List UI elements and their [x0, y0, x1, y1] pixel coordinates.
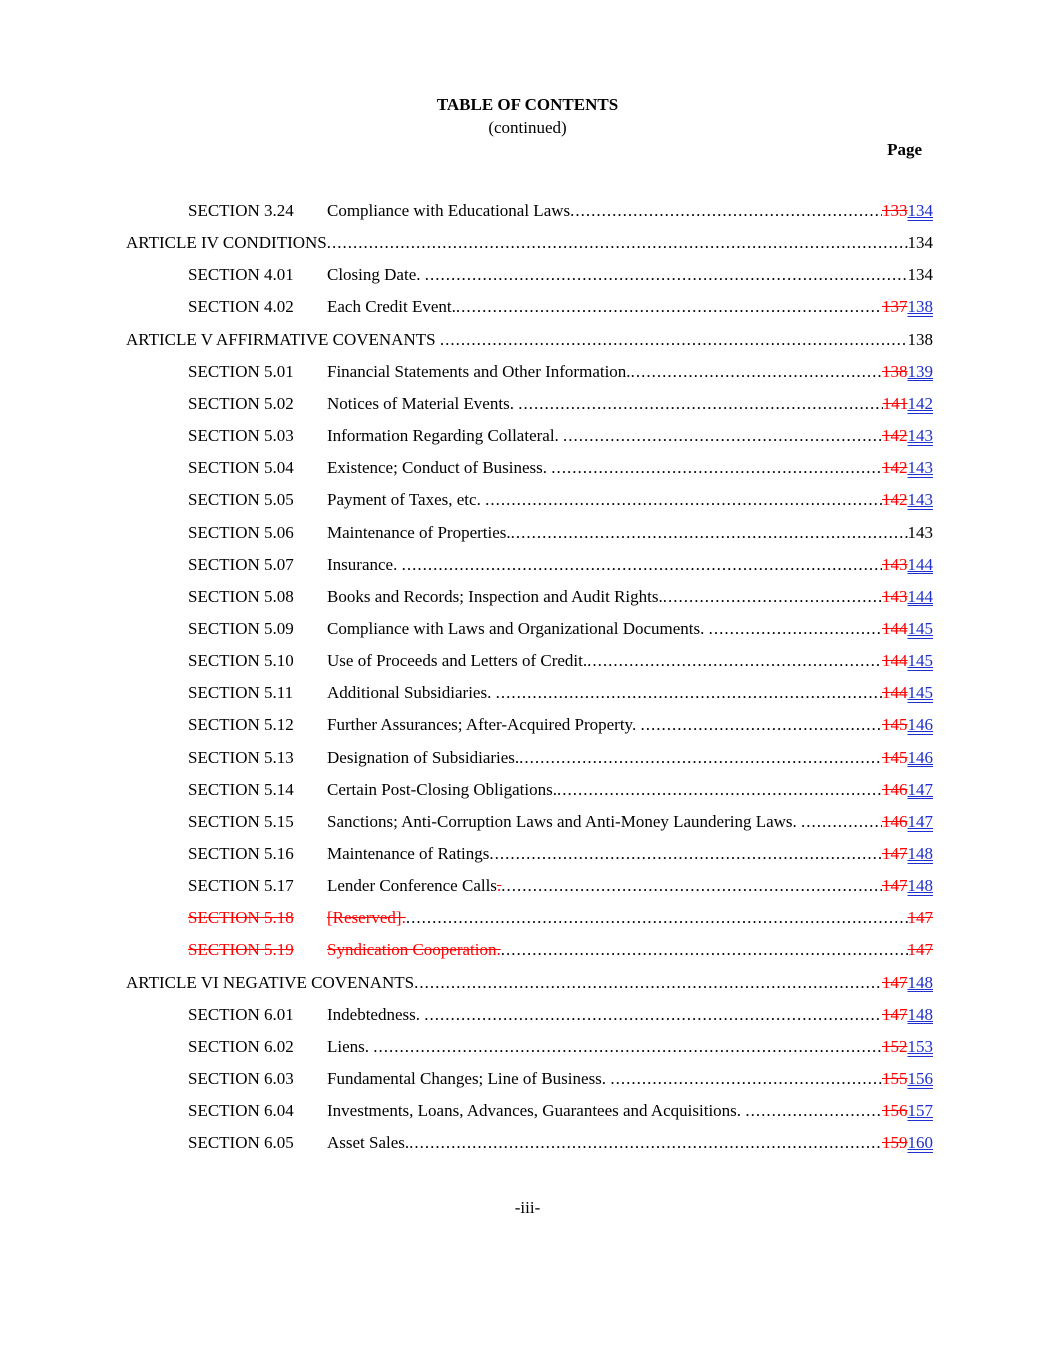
toc-leader-dots — [745, 1100, 882, 1122]
toc-leader-dots — [801, 811, 882, 833]
toc-leader-dots — [501, 939, 908, 961]
toc-new-page-link[interactable]: 142 — [907, 393, 933, 413]
toc-section-row[interactable] — [0, 393, 1055, 415]
toc-new-page-link[interactable]: 138 — [907, 297, 933, 317]
toc-new-page-link[interactable]: 145 — [907, 683, 933, 703]
toc-old-page: 144 — [882, 683, 908, 703]
toc-entry-line — [327, 1036, 933, 1058]
toc-new-page-link[interactable]: 143 — [907, 490, 933, 510]
toc-leader-dots — [709, 618, 882, 640]
toc-entry-title: Insurance. — [327, 554, 402, 574]
toc-new-page-link[interactable]: 143 — [907, 426, 933, 446]
toc-entry-title: Books and Records; Inspection and Audit Rights. — [327, 586, 663, 606]
toc-leader-dots — [610, 1068, 882, 1090]
toc-section-number: SECTION 3.24 — [188, 201, 294, 220]
toc-leader-dots — [424, 1004, 882, 1026]
toc-entry-line — [327, 1068, 933, 1090]
toc-section-row[interactable] — [0, 296, 1055, 318]
toc-entry-line — [327, 489, 933, 511]
toc-leader-dots — [327, 232, 908, 254]
toc-entry-title: Investments, Loans, Advances, Guarantees and Acquisitions. — [327, 1101, 746, 1121]
toc-entry-title: ARTICLE V AFFIRMATIVE COVENANTS — [126, 329, 440, 349]
toc-old-page: 152 — [882, 1036, 908, 1056]
toc-leader-dots — [587, 650, 882, 672]
toc-section-row[interactable] — [0, 1068, 1055, 1090]
toc-section-number: SECTION 6.01 — [188, 1004, 294, 1024]
toc-entry-title: Maintenance of Ratings — [327, 844, 490, 863]
toc-new-page-link[interactable]: 148 — [907, 1004, 933, 1024]
toc-page: 147 — [907, 908, 933, 928]
toc-old-page: 156 — [882, 1101, 908, 1121]
toc-new-page-link[interactable]: 156 — [907, 1069, 933, 1089]
toc-page-number — [882, 843, 933, 865]
toc-page-number — [882, 650, 933, 672]
toc-section-row[interactable] — [0, 939, 1055, 961]
page-column-header: Page — [887, 140, 922, 159]
toc-section-number: SECTION 5.17 — [188, 876, 294, 896]
toc-leader-dots — [373, 1036, 882, 1058]
toc-page-number — [882, 1100, 933, 1122]
toc-entry-line — [327, 1004, 933, 1026]
toc-article-row[interactable] — [0, 232, 1055, 254]
toc-section-number: SECTION 5.03 — [188, 426, 294, 446]
toc-section-number: SECTION 5.09 — [188, 618, 294, 638]
toc-section-number: SECTION 5.18 — [188, 908, 294, 928]
toc-leader-dots — [663, 586, 882, 608]
toc-page-number — [882, 489, 933, 511]
toc-entry-title: Information Regarding Collateral. — [327, 426, 564, 446]
toc-entry-title: Payment of Taxes, etc. — [327, 490, 486, 510]
toc-section-number: SECTION 5.14 — [188, 779, 294, 799]
toc-entry-line — [327, 361, 933, 383]
toc-new-page-link[interactable]: 146 — [907, 747, 933, 767]
toc-entry-line — [327, 714, 933, 736]
toc-page-number — [882, 200, 933, 222]
toc-old-page: 133 — [882, 201, 908, 220]
toc-old-page: 159 — [882, 1133, 908, 1153]
toc-page-number — [908, 939, 934, 961]
toc-section-row[interactable] — [0, 425, 1055, 447]
toc-section-row[interactable] — [0, 361, 1055, 383]
toc-section-row[interactable] — [0, 1004, 1055, 1026]
toc-page-number — [882, 554, 933, 576]
toc-page-number — [882, 425, 933, 447]
toc-section-row[interactable] — [0, 682, 1055, 704]
toc-section-row[interactable] — [0, 1100, 1055, 1122]
toc-old-page: 137 — [882, 297, 908, 317]
toc-section-row[interactable] — [0, 811, 1055, 833]
toc-page-number — [882, 682, 933, 704]
toc-section-number: SECTION 6.03 — [188, 1069, 294, 1089]
toc-section-number: SECTION 5.13 — [188, 747, 294, 767]
toc-section-row[interactable] — [0, 650, 1055, 672]
toc-new-page-link[interactable]: 153 — [907, 1036, 933, 1056]
toc-entry-line — [327, 650, 933, 672]
toc-old-page: 138 — [882, 361, 908, 381]
toc-page: 134 — [907, 265, 933, 285]
toc-entry-line — [327, 843, 933, 865]
toc-section-row[interactable] — [0, 264, 1055, 286]
toc-old-page: 141 — [882, 393, 908, 413]
toc-section-number: SECTION 6.05 — [188, 1133, 294, 1153]
toc-new-page-link[interactable]: 145 — [907, 651, 933, 671]
toc-section-number: SECTION 4.02 — [188, 297, 294, 317]
toc-page-number — [908, 329, 934, 351]
toc-section-row[interactable] — [0, 457, 1055, 479]
toc-section-number: SECTION 5.19 — [188, 940, 294, 960]
toc-page: 134 — [907, 233, 933, 253]
toc-entry-line — [126, 329, 933, 351]
toc-entry-line — [327, 682, 933, 704]
page-title: TABLE OF CONTENTS — [436, 95, 619, 114]
toc-entry-title: Certain Post-Closing Obligations. — [327, 779, 557, 799]
toc-section-row[interactable] — [0, 714, 1055, 736]
toc-old-page: 142 — [882, 490, 908, 510]
toc-new-page-link[interactable]: 160 — [907, 1133, 933, 1153]
toc-entry-line — [327, 554, 933, 576]
toc-page-number — [908, 232, 934, 254]
toc-section-number: SECTION 6.02 — [188, 1036, 294, 1056]
toc-page: 143 — [907, 522, 933, 542]
toc-entry-line — [327, 586, 933, 608]
toc-leader-dots — [570, 200, 882, 222]
toc-entry-line — [327, 457, 933, 479]
toc-entry-title: Liens. — [327, 1036, 374, 1056]
toc-entry-line — [126, 972, 933, 994]
toc-entry-title: Maintenance of Properties. — [327, 522, 511, 542]
toc-old-page: 143 — [882, 554, 908, 574]
page-subtitle: (continued) — [488, 118, 567, 137]
toc-leader-dots — [551, 457, 882, 479]
toc-new-page-link[interactable]: 146 — [907, 715, 933, 735]
toc-section-row[interactable] — [0, 200, 1055, 222]
toc-old-page: 145 — [882, 747, 908, 767]
toc-section-row[interactable] — [0, 843, 1055, 865]
toc-new-page-link[interactable]: 147 — [907, 779, 933, 799]
toc-section-number: SECTION 5.04 — [188, 458, 294, 478]
toc-new-page-link[interactable]: 157 — [907, 1101, 933, 1121]
toc-page-number — [883, 393, 933, 415]
toc-old-page: 144 — [882, 651, 908, 671]
toc-leader-dots — [409, 1132, 882, 1154]
toc-entry-line — [327, 907, 933, 929]
toc-new-page-link[interactable]: 139 — [907, 361, 933, 381]
toc-section-row[interactable] — [0, 1132, 1055, 1154]
toc-leader-dots — [425, 264, 908, 286]
toc-page-number — [908, 907, 934, 929]
toc-old-page: 147 — [882, 844, 908, 863]
toc-entry-title: Fundamental Changes; Line of Business. — [327, 1069, 611, 1089]
toc-leader-dots — [414, 972, 882, 994]
toc-leader-dots — [518, 393, 882, 415]
toc-page-number — [882, 618, 933, 640]
toc-article-row[interactable] — [0, 329, 1055, 351]
toc-article-row[interactable] — [0, 972, 1055, 994]
toc-page-number — [882, 1132, 933, 1154]
toc-entry-title: Designation of Subsidiaries. — [327, 747, 520, 767]
toc-new-page-link[interactable]: 145 — [907, 618, 933, 638]
toc-section-number: SECTION 5.12 — [188, 715, 294, 735]
toc-leader-dots — [485, 489, 882, 511]
toc-section-row[interactable] — [0, 779, 1055, 801]
toc-old-page: 145 — [882, 715, 908, 735]
toc-page: 147 — [907, 940, 933, 960]
toc-section-number: SECTION 5.16 — [188, 844, 294, 863]
toc-entry-line — [327, 296, 933, 318]
toc-new-page-link[interactable]: 144 — [907, 554, 933, 574]
toc-entry-line — [327, 522, 933, 544]
toc-section-number: SECTION 4.01 — [188, 265, 294, 285]
toc-entry-title: Further Assurances; After-Acquired Property. — [327, 715, 641, 735]
toc-entry-line — [327, 200, 933, 222]
toc-entry-title: Syndication Cooperation. — [327, 940, 501, 960]
toc-new-page-link[interactable]: 148 — [907, 876, 933, 896]
toc-entry-title: Lender Conference Calls — [327, 876, 497, 896]
toc-leader-dots — [519, 747, 882, 769]
toc-page-number — [882, 1068, 933, 1090]
toc-page-number — [882, 875, 933, 897]
toc-entry-title: Notices of Material Events. — [327, 393, 519, 413]
toc-leader-dots — [496, 682, 882, 704]
toc-page-number — [882, 779, 933, 801]
toc-old-page: 146 — [882, 811, 908, 831]
toc-leader-dots — [489, 843, 882, 865]
toc-page-number — [882, 972, 933, 994]
toc-entry-line — [327, 618, 933, 640]
toc-new-page-link[interactable]: 134 — [907, 201, 933, 220]
toc-section-number: SECTION 5.06 — [188, 522, 294, 542]
toc-entry-line — [327, 425, 933, 447]
toc-page-number — [882, 1036, 933, 1058]
toc-section-row[interactable] — [0, 554, 1055, 576]
toc-page: 138 — [907, 329, 933, 349]
toc-section-number: SECTION 5.10 — [188, 651, 294, 671]
toc-entry-title: Use of Proceeds and Letters of Credit. — [327, 651, 588, 671]
toc-new-page-link[interactable]: 147 — [907, 811, 933, 831]
toc-entry-title: Closing Date. — [327, 265, 425, 285]
toc-old-page: 155 — [882, 1069, 908, 1089]
toc-leader-dots — [640, 714, 882, 736]
toc-page-number — [882, 361, 933, 383]
toc-old-page: 146 — [882, 779, 908, 799]
toc-page-number — [882, 457, 933, 479]
toc-entry-line — [327, 747, 933, 769]
toc-section-number: SECTION 5.11 — [188, 683, 294, 703]
toc-old-page: 142 — [882, 426, 908, 446]
toc-page-number — [882, 714, 933, 736]
toc-entry-title: Indebtedness. — [327, 1004, 425, 1024]
toc-page-number — [882, 1004, 933, 1026]
page-number: -iii- — [514, 1198, 541, 1217]
toc-leader-dots — [511, 522, 908, 544]
toc-entry-line — [327, 264, 933, 286]
toc-entry-line — [327, 875, 933, 897]
toc-section-number: SECTION 5.02 — [188, 393, 294, 413]
toc-entry-title: Additional Subsidiaries. — [327, 683, 496, 703]
toc-leader-dots — [557, 779, 882, 801]
toc-entry-title: Existence; Conduct of Business. — [327, 458, 552, 478]
toc-entry-line — [327, 939, 933, 961]
toc-entry-title: ARTICLE IV CONDITIONS — [126, 233, 327, 253]
toc-page-number — [882, 811, 933, 833]
toc-entry-title: [Reserved]. — [327, 908, 406, 928]
toc-section-row[interactable] — [0, 907, 1055, 929]
toc-page-number — [908, 522, 934, 544]
toc-section-number: SECTION 5.05 — [188, 490, 294, 510]
toc-section-number: SECTION 5.08 — [188, 586, 294, 606]
toc-old-page: 144 — [882, 618, 908, 638]
toc-entry-title: Sanctions; Anti-Corruption Laws and Anti-Money Laundering Laws. — [327, 811, 802, 831]
toc-page-number — [882, 296, 933, 318]
toc-section-row[interactable] — [0, 618, 1055, 640]
toc-section-number: SECTION 5.15 — [188, 811, 294, 831]
toc-section-row[interactable] — [0, 1036, 1055, 1058]
toc-entry-title: ARTICLE VI NEGATIVE COVENANTS — [126, 972, 415, 992]
toc-section-row[interactable] — [0, 875, 1055, 897]
toc-entry-line — [327, 393, 933, 415]
toc-old-page: 147 — [882, 1004, 908, 1024]
toc-entry-title: Asset Sales. — [327, 1133, 410, 1153]
toc-old-page: 147 — [882, 972, 908, 992]
toc-section-number: SECTION 5.01 — [188, 361, 294, 381]
toc-entry-line — [327, 1132, 933, 1154]
toc-new-page-link[interactable]: 148 — [907, 972, 933, 992]
toc-leader-dots — [631, 361, 882, 383]
toc-old-page: 147 — [882, 876, 908, 896]
toc-entry-title: Compliance with Laws and Organizational Documents. — [327, 618, 709, 638]
toc-page-number — [882, 586, 933, 608]
toc-entry-line — [327, 1100, 933, 1122]
toc-old-page: 143 — [882, 586, 908, 606]
toc-new-page-link[interactable]: 148 — [907, 844, 933, 863]
toc-new-page-link[interactable]: 144 — [907, 586, 933, 606]
toc-leader-dots — [501, 875, 882, 897]
toc-page-number — [882, 747, 933, 769]
toc-section-row[interactable] — [0, 586, 1055, 608]
toc-leader-dots — [563, 425, 882, 447]
toc-leader-dots — [440, 329, 908, 351]
toc-section-number: SECTION 5.07 — [188, 554, 294, 574]
toc-page-number — [908, 264, 934, 286]
toc-section-row[interactable] — [0, 522, 1055, 544]
toc-old-page: 142 — [882, 458, 908, 478]
toc-leader-dots — [402, 554, 882, 576]
toc-section-row[interactable] — [0, 747, 1055, 769]
toc-leader-dots — [456, 296, 882, 318]
toc-entry-line — [327, 811, 933, 833]
toc-entry-title: Financial Statements and Other Information. — [327, 361, 631, 381]
toc-new-page-link[interactable]: 143 — [907, 458, 933, 478]
toc-section-number: SECTION 6.04 — [188, 1101, 294, 1121]
toc-entry-line — [327, 779, 933, 801]
toc-section-row[interactable] — [0, 489, 1055, 511]
toc-leader-dots — [406, 907, 908, 929]
toc-entry-title: Each Credit Event. — [327, 297, 456, 317]
toc-entry-line — [126, 232, 933, 254]
toc-entry-title-deletion: . — [496, 876, 502, 896]
toc-entry-title: Compliance with Educational Laws — [327, 201, 571, 220]
